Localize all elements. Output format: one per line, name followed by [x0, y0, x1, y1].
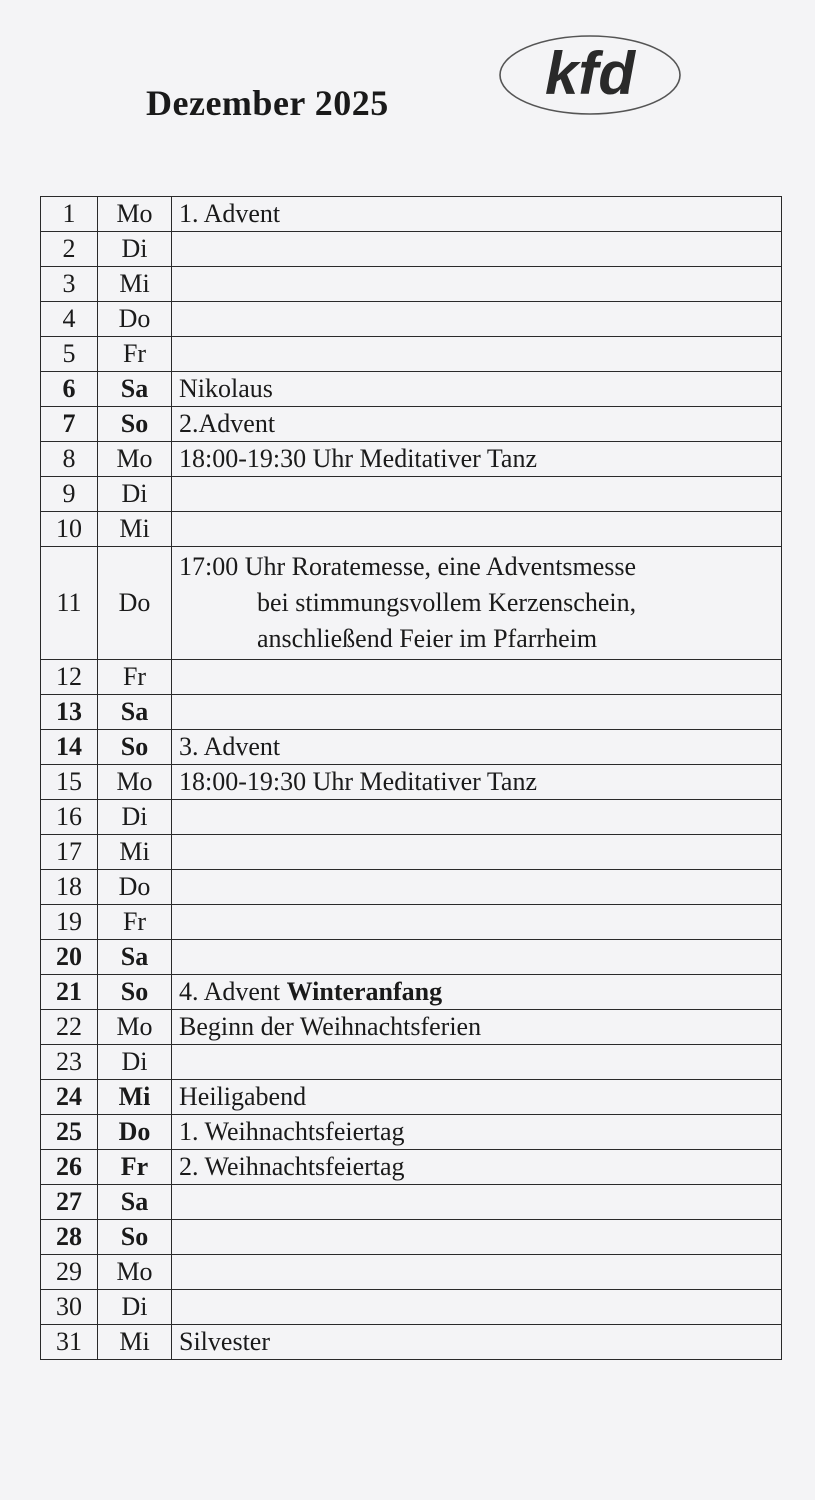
calendar-row [41, 1220, 782, 1255]
calendar-row [41, 232, 782, 267]
calendar-row [41, 1290, 782, 1325]
event-text: 18:00-19:30 Uhr Meditativer Tanz [179, 444, 538, 473]
event-cell [172, 1220, 782, 1255]
weekday: Sa [98, 1185, 172, 1220]
calendar-row [41, 1185, 782, 1220]
weekday: Fr [98, 905, 172, 940]
calendar-row [41, 267, 782, 302]
event-cell [172, 442, 782, 477]
event-cell [172, 197, 782, 232]
event-text: 18:00-19:30 Uhr Meditativer Tanz [179, 767, 538, 796]
calendar-row [41, 477, 782, 512]
weekday: Mi [98, 1080, 172, 1115]
event-text: 1. Advent [179, 199, 281, 228]
event-cell [172, 1255, 782, 1290]
calendar-row [41, 1115, 782, 1150]
calendar-row [41, 835, 782, 870]
calendar-row [41, 730, 782, 765]
calendar-row [41, 1010, 782, 1045]
weekday: So [98, 1220, 172, 1255]
weekday: Fr [98, 660, 172, 695]
calendar-row [41, 407, 782, 442]
event-cell [172, 730, 782, 765]
event-text: Beginn der Weihnachtsferien [179, 1012, 482, 1041]
calendar-row [41, 337, 782, 372]
weekday: Di [98, 1290, 172, 1325]
day-number: 16 [41, 800, 98, 835]
day-number: 28 [41, 1220, 98, 1255]
event-cell [172, 512, 782, 547]
event-text: 4. Advent [179, 977, 281, 1006]
event-text: 2. Weihnachtsfeiertag [179, 1152, 405, 1181]
event-text: Silvester [179, 1327, 270, 1356]
day-number: 12 [41, 660, 98, 695]
calendar-row [41, 1255, 782, 1290]
calendar-table [40, 196, 782, 1360]
day-number: 24 [41, 1080, 98, 1115]
day-number: 7 [41, 407, 98, 442]
day-number: 18 [41, 870, 98, 905]
event-text: 1. Weihnachtsfeiertag [179, 1117, 405, 1146]
weekday: Mo [98, 442, 172, 477]
day-number: 2 [41, 232, 98, 267]
event-cell [172, 1185, 782, 1220]
day-number: 26 [41, 1150, 98, 1185]
weekday: Mi [98, 512, 172, 547]
calendar-row [41, 442, 782, 477]
weekday: Mo [98, 1255, 172, 1290]
weekday: Sa [98, 372, 172, 407]
event-cell [172, 232, 782, 267]
event-cell [172, 765, 782, 800]
day-number: 1 [41, 197, 98, 232]
calendar-row [41, 940, 782, 975]
event-cell [172, 372, 782, 407]
event-cell [172, 267, 782, 302]
event-cell [172, 940, 782, 975]
calendar-row [41, 1045, 782, 1080]
weekday: Mi [98, 1325, 172, 1360]
event-cell [172, 477, 782, 512]
calendar-row [41, 1150, 782, 1185]
day-number: 9 [41, 477, 98, 512]
event-cell [172, 1290, 782, 1325]
weekday: Mi [98, 267, 172, 302]
event-text: 3. Advent [179, 732, 281, 761]
event-cell [172, 1150, 782, 1185]
event-cell [172, 407, 782, 442]
weekday: Mi [98, 835, 172, 870]
event-cell [172, 1010, 782, 1045]
event-cell [172, 660, 782, 695]
weekday: Sa [98, 940, 172, 975]
day-number: 11 [41, 547, 98, 660]
weekday: So [98, 975, 172, 1010]
calendar-row [41, 372, 782, 407]
calendar-row [41, 765, 782, 800]
day-number: 23 [41, 1045, 98, 1080]
event-cell [172, 800, 782, 835]
weekday: Do [98, 547, 172, 660]
event-cell [172, 1080, 782, 1115]
day-number: 20 [41, 940, 98, 975]
event-line: anschließend Feier im Pfarrheim [257, 624, 598, 653]
day-number: 29 [41, 1255, 98, 1290]
day-number: 25 [41, 1115, 98, 1150]
calendar-row [41, 870, 782, 905]
weekday: Do [98, 302, 172, 337]
day-number: 5 [41, 337, 98, 372]
event-cell [172, 337, 782, 372]
calendar-row [41, 660, 782, 695]
calendar-row [41, 975, 782, 1010]
calendar-row [41, 1080, 782, 1115]
weekday: So [98, 407, 172, 442]
calendar-body [41, 197, 782, 1360]
event-cell [172, 302, 782, 337]
weekday: Sa [98, 695, 172, 730]
day-number: 13 [41, 695, 98, 730]
day-number: 21 [41, 975, 98, 1010]
event-highlight: Winteranfang [286, 977, 443, 1006]
weekday: Mo [98, 765, 172, 800]
event-text: Nikolaus [179, 374, 273, 403]
weekday: Mo [98, 1010, 172, 1045]
day-number: 14 [41, 730, 98, 765]
calendar-row [41, 1325, 782, 1360]
day-number: 10 [41, 512, 98, 547]
day-number: 30 [41, 1290, 98, 1325]
logo-text: kfd [545, 40, 635, 107]
event-cell [172, 695, 782, 730]
day-number: 6 [41, 372, 98, 407]
calendar-row [41, 302, 782, 337]
event-text: 2.Advent [179, 409, 276, 438]
weekday: Di [98, 477, 172, 512]
day-number: 31 [41, 1325, 98, 1360]
weekday: Di [98, 800, 172, 835]
day-number: 17 [41, 835, 98, 870]
day-number: 15 [41, 765, 98, 800]
event-cell [172, 1325, 782, 1360]
calendar-row [41, 695, 782, 730]
day-number: 4 [41, 302, 98, 337]
event-cell [172, 1115, 782, 1150]
event-cell [172, 975, 782, 1010]
event-line: 17:00 Uhr Roratemesse, eine Adventsmesse [179, 552, 637, 581]
weekday: Do [98, 1115, 172, 1150]
kfd-logo [498, 34, 682, 116]
calendar-row [41, 512, 782, 547]
page-title: Dezember 2025 [146, 83, 389, 123]
event-text: Heiligabend [179, 1082, 307, 1111]
day-number: 3 [41, 267, 98, 302]
day-number: 8 [41, 442, 98, 477]
day-number: 27 [41, 1185, 98, 1220]
day-number: 19 [41, 905, 98, 940]
event-cell [172, 835, 782, 870]
weekday: Fr [98, 337, 172, 372]
event-cell [172, 547, 782, 660]
event-cell [172, 905, 782, 940]
weekday: Fr [98, 1150, 172, 1185]
weekday: Do [98, 870, 172, 905]
day-number: 22 [41, 1010, 98, 1045]
weekday: Di [98, 232, 172, 267]
calendar-row [41, 905, 782, 940]
weekday: Di [98, 1045, 172, 1080]
calendar-row [41, 197, 782, 232]
calendar-row [41, 547, 782, 660]
weekday: So [98, 730, 172, 765]
weekday: Mo [98, 197, 172, 232]
event-cell [172, 1045, 782, 1080]
event-cell [172, 870, 782, 905]
event-line: bei stimmungsvollem Kerzenschein, [257, 588, 637, 617]
calendar-row [41, 800, 782, 835]
